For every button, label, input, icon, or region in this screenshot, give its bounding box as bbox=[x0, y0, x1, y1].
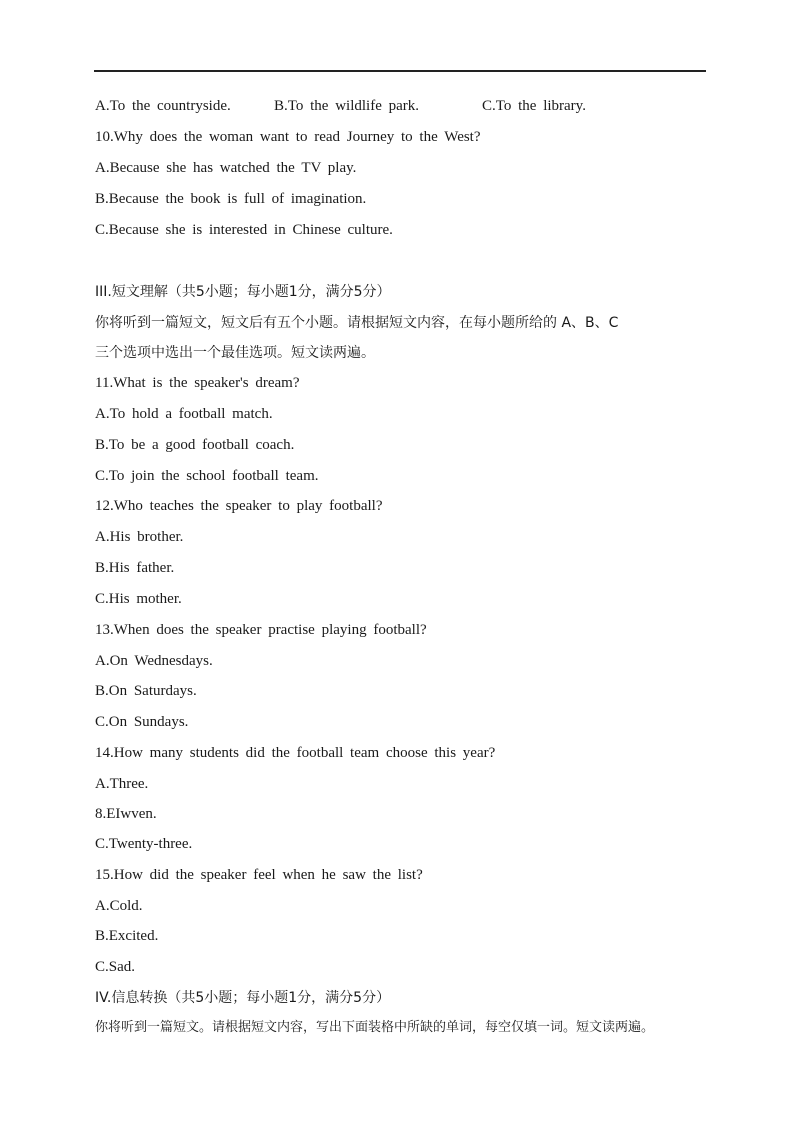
q12-option-a: A.His brother. bbox=[95, 529, 184, 545]
q12-question: 12.Who teaches the speaker to play football? bbox=[95, 498, 383, 514]
section3-title: III.短文理解（共5小题；每小题1分，满分5分） bbox=[95, 284, 391, 300]
q10-option-b: B.Because the book is full of imagination. bbox=[95, 191, 367, 207]
q15-option-a: A.Cold. bbox=[95, 898, 143, 914]
q12-option-c: C.His mother. bbox=[95, 591, 182, 607]
q9-option-c: C.To the library. bbox=[482, 98, 586, 114]
header-rule bbox=[94, 70, 706, 72]
section4-instruction: 你将听到一篇短文。请根据短文内容，写出下面装格中所缺的单词，每空仅填一词。短文读两遍。 bbox=[95, 1020, 655, 1035]
q11-option-a: A.To hold a football match. bbox=[95, 406, 273, 422]
section3-instruction-line2: 三个选项中选出一个最佳选项。短文读两遍。 bbox=[95, 345, 375, 361]
q14-option-c: C.Twenty-three. bbox=[95, 836, 193, 852]
q14-option-b: 8.EIwven. bbox=[95, 806, 157, 822]
q15-question: 15.How did the speaker feel when he saw the list? bbox=[95, 867, 423, 883]
q11-option-c: C.To join the school football team. bbox=[95, 468, 319, 484]
section4-title: IV.信息转换（共5小题；每小题1分，满分5分） bbox=[95, 990, 391, 1006]
q10-question: 10.Why does the woman want to read Journey to the West? bbox=[95, 129, 481, 145]
q13-option-b: B.On Saturdays. bbox=[95, 683, 197, 699]
section3-instruction-line1: 你将听到一篇短文，短文后有五个小题。请根据短文内容，在每小题所给的 A、B、C bbox=[95, 315, 619, 331]
q11-option-b: B.To be a good football coach. bbox=[95, 437, 295, 453]
q10-option-a: A.Because she has watched the TV play. bbox=[95, 160, 357, 176]
q15-option-c: C.Sad. bbox=[95, 959, 136, 975]
q13-question: 13.When does the speaker practise playing football? bbox=[95, 622, 427, 638]
q15-option-b: B.Excited. bbox=[95, 928, 159, 944]
q11-question: 11.What is the speaker's dream? bbox=[95, 375, 300, 391]
q9-option-a: A.To the countryside. bbox=[95, 98, 231, 114]
q13-option-c: C.On Sundays. bbox=[95, 714, 189, 730]
q14-question: 14.How many students did the football team choose this year? bbox=[95, 745, 496, 761]
q13-option-a: A.On Wednesdays. bbox=[95, 653, 213, 669]
q10-option-c: C.Because she is interested in Chinese culture. bbox=[95, 222, 393, 238]
q9-option-b: B.To the wildlife park. bbox=[274, 98, 420, 114]
q12-option-b: B.His father. bbox=[95, 560, 175, 576]
q14-option-a: A.Three. bbox=[95, 776, 149, 792]
